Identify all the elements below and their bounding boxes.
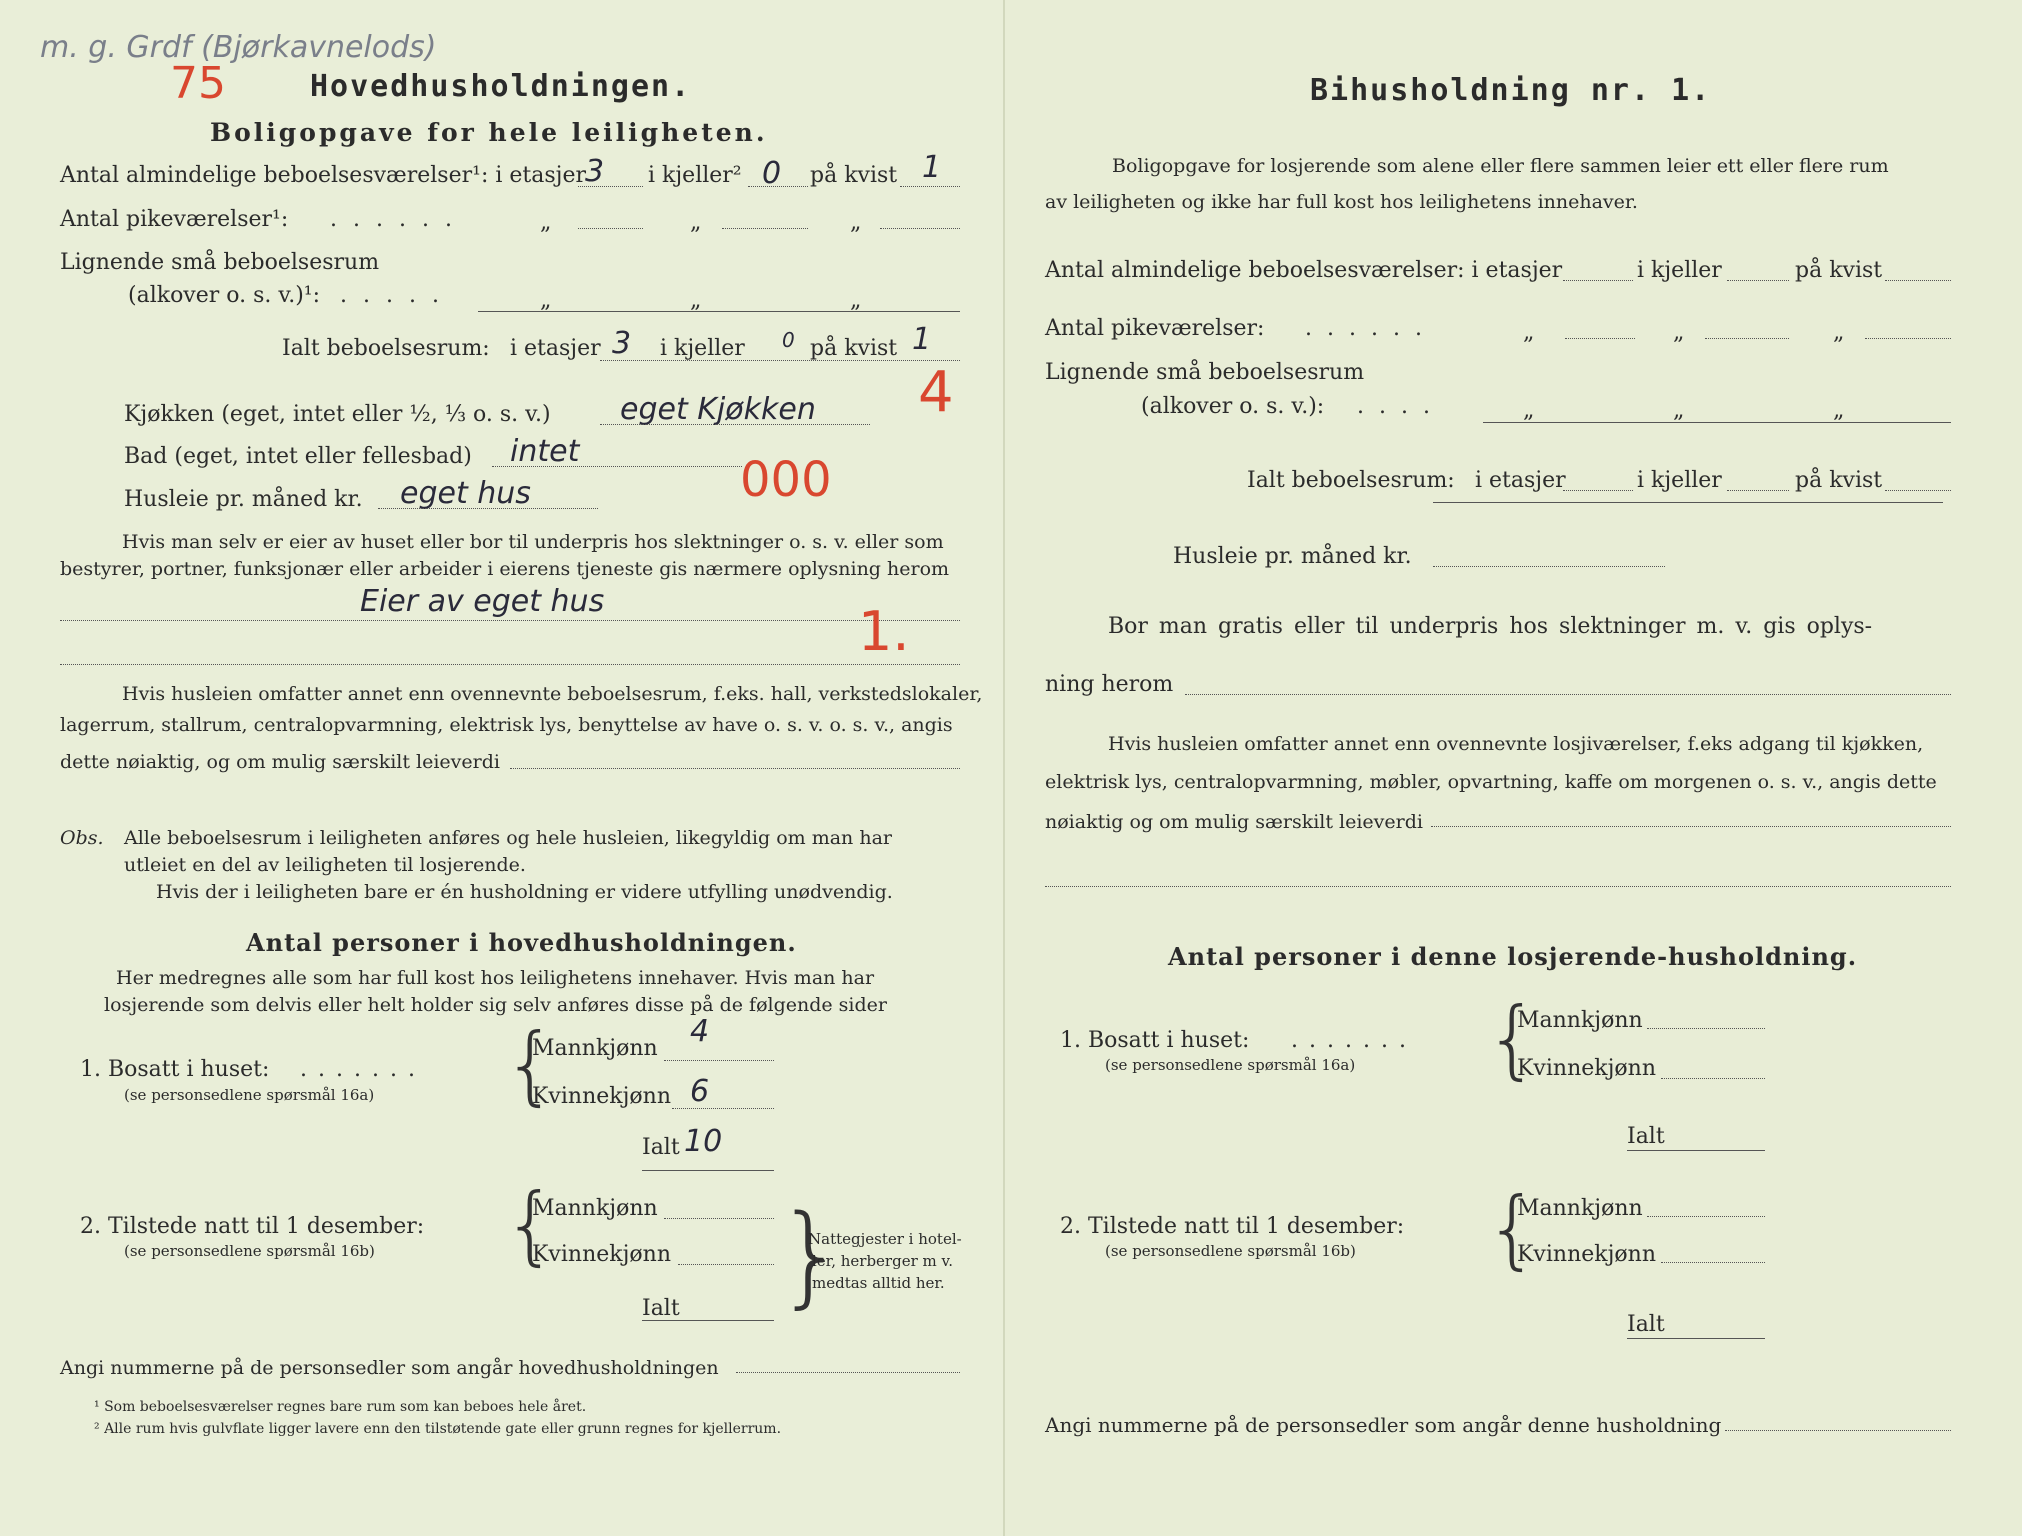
rent-label: Husleie pr. måned kr. (1173, 544, 1412, 569)
bath-value: intet (510, 434, 580, 469)
kvist-label: på kvist (810, 163, 898, 188)
bihusholdning-title: Bihusholdning nr. 1. (1310, 73, 1712, 108)
q1-label: 1. Bosatt i huset: (80, 1057, 270, 1082)
rooms-label: Antal almindelige beboelsesværelser: i etasjer (1045, 258, 1563, 283)
rooms-etasjer-value: 3 (585, 154, 605, 189)
red-codes: 000 (740, 452, 832, 508)
pencil-note: m. g. Grdf (Bjørkavnelods) (40, 30, 437, 65)
q1-label: 1. Bosatt i huset: (1060, 1028, 1250, 1053)
q2-label: 2. Tilstede natt til 1 desember: (1060, 1214, 1405, 1239)
numbers-label: Angi nummerne på de personsedler som angår hovedhusholdningen (60, 1357, 719, 1379)
rooms-label: Antal almindelige beboelsesværelser¹: i etasjer (60, 163, 587, 188)
page-subtitle: Boligopgave for hele leiligheten. (210, 118, 768, 147)
q1-male-value: 4 (690, 1014, 710, 1049)
rent-label: Husleie pr. måned kr. (124, 487, 363, 512)
pike-label: Antal pikeværelser: (1045, 316, 1265, 341)
small-rooms-label: Lignende små beboelsesrum (60, 250, 380, 275)
q1-female-value: 6 (690, 1074, 710, 1109)
total-rooms-label: Ialt beboelsesrum: (282, 336, 490, 361)
pike-label: Antal pikeværelser¹: (60, 207, 289, 232)
red-one: 1. (858, 600, 910, 663)
page-title: Hovedhusholdningen. (310, 69, 692, 104)
bath-label: Bad (eget, intet eller fellesbad) (124, 444, 472, 469)
numbers-label: Angi nummerne på de personsedler som angår denne husholdning (1045, 1413, 1722, 1437)
red-total: 4 (918, 360, 954, 425)
rooms-kvist-value: 1 (922, 150, 942, 185)
small-rooms-label: Lignende små beboelsesrum (1045, 360, 1365, 385)
owner-value: Eier av eget hus (360, 584, 605, 619)
left-page: m. g. Grdf (Bjørkavnelods) 75 Hovedhusholdningen. Boligopgave for hele leiligheten. Antal almindelige beboelsesværelser¹: i etasjer 3 i kjeller² 0 på kvist 1 Antal pikeværelser¹: ...... „ „ „ Lignende små beboelsesrum (alkover o. s. v.)¹: ..... „ „ „ Ialt beboelsesrum: i etasjer 3 i kjeller 0 på kvist 1 4 Kjøkken (eget, intet eller ½, ⅓ o. s. v.) eget Kjøkken Bad (eget, intet eller fellesbad) intet Husleie pr. måned kr. eget hus 000 Hvis man selv er eier av huset eller bor til underpris hos slektninger o. s. v. eller som bestyrer, portner, funksjonær eller arbeider i eierens tjeneste gis nærmere oplysning herom Eier av eget hus 1. Hvis husleien omfatter annet enn ovennevnte beboelsesrum, f.eks. hall, verkstedslokaler, lagerrum, stallrum, centralopvarmning, elektrisk lys, benyttelse av have o. s. v. o. s. v., angis dette nøiaktig, og om mulig særskilt leieverdi Obs. Alle beboelsesrum i leiligheten anføres og hele husleien, likegyldig om man har utleiet en del av leiligheten til losjerende. Hvis der i leiligheten bare er én husholdning er videre utfylling unødvendig. Antal personer i hovedhusholdningen. Her medregnes alle som har full kost hos leilighetens innehaver. Hvis man har losjerende som delvis eller helt holder sig selv anføres disse på de følgende sider 1. Bosatt i huset: ....... (se personsedlene spørsmål 16a) { Mannkjønn 4 Kvinnekjønn 6 Ialt 10 2. Tilstede natt til 1 desember: (se personsedlene spørsmål 16b) { Mannkjønn Kvinnekjønn Ialt } Nattegjester i hotel- ler, herberger m v. medtas alltid her. Angi nummerne på de personsedler som angår hovedhusholdningen ¹ Som beboelsesværelser regnes bare rum som kan beboes hele året. ² Alle rum hvis gulvflate ligger lavere enn den tilstøtende gate eller grunn regnes for kjellerrum. (0, 0, 1005, 1536)
persons-title: Antal personer i hovedhusholdningen. (246, 928, 797, 957)
footnote-2: ² Alle rum hvis gulvflate ligger lavere enn den tilstøtende gate eller grunn regnes for kjellerrum. (94, 1421, 782, 1437)
q2-label: 2. Tilstede natt til 1 desember: (80, 1214, 425, 1239)
rent-value: eget hus (400, 476, 531, 511)
persons-title: Antal personer i denne losjerende-husholdning. (1168, 942, 1858, 971)
right-page: Bihusholdning nr. 1. Boligopgave for losjerende som alene eller flere sammen leier ett eller flere rum av leiligheten og ikke har full kost hos leilighetens innehaver. Antal almindelige beboelsesværelser: i etasjer i kjeller på kvist Antal pikeværelser: ...... „ „ „ Lignende små beboelsesrum (alkover o. s. v.): .... „ „ „ Ialt beboelsesrum: i etasjer i kjeller på kvist Husleie pr. måned kr. Bor man gratis eller til underpris hos slektninger m. v. gis oplys- ning herom Hvis husleien omfatter annet enn ovennevnte losjiværelser, f.eks adgang til kjøkken, elektrisk lys, centralopvarmning, møbler, opvartning, kaffe om morgenen o. s. v., angis dette nøiaktig og om mulig særskilt leieverdi Antal personer i denne losjerende-husholdning. 1. Bosatt i huset: ....... (se personsedlene spørsmål 16a) { Mannkjønn Kvinnekjønn Ialt 2. Tilstede natt til 1 desember: (se personsedlene spørsmål 16b) { Mannkjønn Kvinnekjønn Ialt Angi nummerne på de personsedler som angår denne husholdning (1005, 0, 2022, 1536)
total-rooms-label: Ialt beboelsesrum: (1247, 468, 1455, 493)
kitchen-value: eget Kjøkken (620, 392, 816, 427)
footnote-1: ¹ Som beboelsesværelser regnes bare rum som kan beboes hele året. (94, 1399, 587, 1415)
q1-total-value: 10 (684, 1124, 723, 1159)
kitchen-label: Kjøkken (eget, intet eller ½, ⅓ o. s. v.) (124, 402, 551, 427)
total-kjeller-value: 0 (782, 328, 795, 352)
total-kvist-value: 1 (912, 322, 932, 357)
red-form-number: 75 (170, 58, 226, 109)
kjeller-label: i kjeller² (648, 163, 742, 188)
rooms-kjeller-value: 0 (762, 156, 782, 191)
total-etasjer-value: 3 (612, 326, 632, 361)
